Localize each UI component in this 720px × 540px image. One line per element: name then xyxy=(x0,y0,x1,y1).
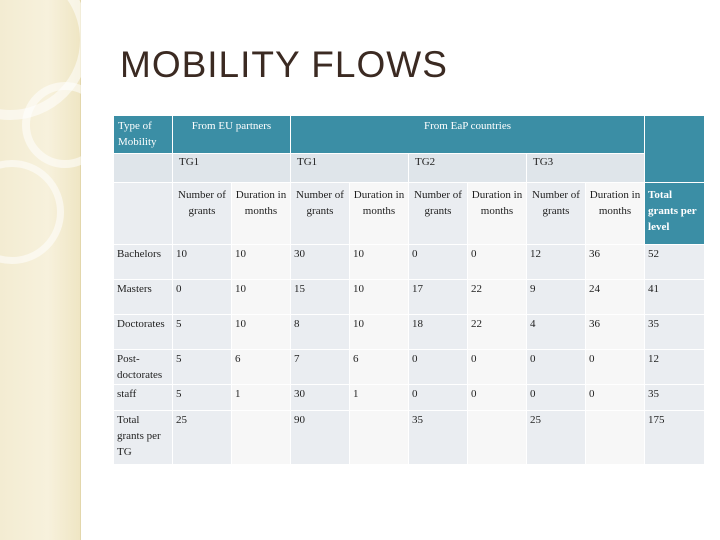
table-cell: 24 xyxy=(586,280,645,315)
table-cell: 10 xyxy=(350,280,409,315)
table-cell: 4 xyxy=(527,315,586,350)
slide-title: MOBILITY FLOWS xyxy=(120,44,448,85)
table-cell: 0 xyxy=(527,350,586,385)
type-of-mobility-header: Type of Mobility xyxy=(114,116,173,154)
table-cell: 35 xyxy=(645,315,705,350)
table-cell: 10 xyxy=(232,245,291,280)
table-cell: 5 xyxy=(173,350,232,385)
table-cell: 12 xyxy=(645,350,705,385)
table-row xyxy=(114,280,705,315)
group-header: TG1 xyxy=(291,154,409,183)
table-cell: 8 xyxy=(291,315,350,350)
table-cell: 12 xyxy=(527,245,586,280)
table-cell: 25 xyxy=(527,411,586,465)
table-cell: 30 xyxy=(291,245,350,280)
table-cell: 35 xyxy=(645,385,705,411)
table-cell: 30 xyxy=(291,385,350,411)
table-cell: 1 xyxy=(350,385,409,411)
table-cell: 90 xyxy=(291,411,350,465)
table-cell: 22 xyxy=(468,315,527,350)
group-header: TG2 xyxy=(409,154,527,183)
table-cell: 0 xyxy=(468,385,527,411)
row-label: Masters xyxy=(114,280,173,315)
column-header: Duration in months xyxy=(350,183,409,245)
table-cell: 17 xyxy=(409,280,468,315)
table-cell: 0 xyxy=(586,385,645,411)
group-header: TG1 xyxy=(173,154,291,183)
table-cell: 35 xyxy=(409,411,468,465)
table-cell: 0 xyxy=(586,350,645,385)
table-cell: 5 xyxy=(173,315,232,350)
table-cell xyxy=(468,411,527,465)
column-header: Number of grants xyxy=(527,183,586,245)
table-cell: 0 xyxy=(468,245,527,280)
table-cell: 36 xyxy=(586,245,645,280)
table-row xyxy=(114,315,705,350)
table-cell: 0 xyxy=(409,350,468,385)
table-cell: 0 xyxy=(173,280,232,315)
left-divider-line xyxy=(80,0,81,540)
column-header: Duration in months xyxy=(586,183,645,245)
table-cell xyxy=(232,411,291,465)
row-label: Bachelors xyxy=(114,245,173,280)
table-cell: 10 xyxy=(232,280,291,315)
column-header: Duration in months xyxy=(468,183,527,245)
table-cell: 9 xyxy=(527,280,586,315)
group-header: TG3 xyxy=(527,154,645,183)
column-header: Number of grants xyxy=(409,183,468,245)
table-cell: 10 xyxy=(350,315,409,350)
table-cell: 0 xyxy=(409,385,468,411)
table-cell: 10 xyxy=(350,245,409,280)
table-cell: 10 xyxy=(173,245,232,280)
table-cell: 5 xyxy=(173,385,232,411)
table-cell xyxy=(350,411,409,465)
header-blank-cell xyxy=(114,154,173,183)
column-header: Number of grants xyxy=(173,183,232,245)
row-label: Doctorates xyxy=(114,315,173,350)
table-cell: 10 xyxy=(232,315,291,350)
header-row-sources xyxy=(114,116,705,154)
total-per-level-header: Total grants per level xyxy=(645,183,705,245)
row-label: staff xyxy=(114,385,173,411)
header-row-columns xyxy=(114,183,705,245)
table-cell: 7 xyxy=(291,350,350,385)
table-cell: 52 xyxy=(645,245,705,280)
row-label: Total grants per TG xyxy=(114,411,173,465)
mobility-table xyxy=(113,115,705,465)
table-cell: 6 xyxy=(350,350,409,385)
from-eu-header: From EU partners xyxy=(173,116,291,154)
row-label: Post-doctorates xyxy=(114,350,173,385)
table-cell: 0 xyxy=(468,350,527,385)
table-cell xyxy=(586,411,645,465)
table-cell: 6 xyxy=(232,350,291,385)
column-header: Duration in months xyxy=(232,183,291,245)
table-cell: 25 xyxy=(173,411,232,465)
table-cell: 36 xyxy=(586,315,645,350)
column-header: Number of grants xyxy=(291,183,350,245)
table-cell: 0 xyxy=(527,385,586,411)
table-row xyxy=(114,245,705,280)
table-cell: 175 xyxy=(645,411,705,465)
table-cell: 18 xyxy=(409,315,468,350)
header-blank-cell xyxy=(645,116,705,183)
table-cell: 0 xyxy=(409,245,468,280)
table-cell: 22 xyxy=(468,280,527,315)
table-row xyxy=(114,350,705,385)
totals-row xyxy=(114,411,705,465)
table-row xyxy=(114,385,705,411)
decorative-circle xyxy=(22,82,108,168)
table-cell: 41 xyxy=(645,280,705,315)
table-cell: 15 xyxy=(291,280,350,315)
table-cell: 1 xyxy=(232,385,291,411)
from-eap-header: From EaP countries xyxy=(291,116,645,154)
header-row-groups xyxy=(114,154,705,183)
header-blank-cell xyxy=(114,183,173,245)
